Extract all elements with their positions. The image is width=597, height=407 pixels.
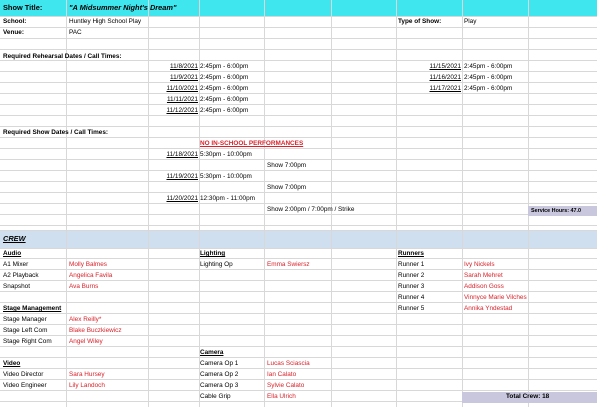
crew-role: Runner 1 — [398, 261, 425, 268]
grid-row-line — [0, 248, 597, 249]
rehearsal-date[interactable]: 11/12/2021 — [166, 107, 198, 114]
camera-heading: Camera — [200, 349, 224, 356]
venue-label: Venue: — [3, 29, 24, 36]
grid-row-line — [0, 357, 597, 358]
crew-member[interactable]: Lucas Sciascia — [267, 360, 310, 367]
rehearsal-date[interactable]: 11/17/2021 — [429, 85, 461, 92]
crew-role: A1 Mixer — [3, 261, 29, 268]
crew-member[interactable]: Sylvie Calato — [267, 382, 305, 389]
rehearsal-date[interactable]: 11/10/2021 — [166, 85, 198, 92]
crew-role: Lighting Op — [200, 261, 233, 268]
show-date[interactable]: 11/20/2021 — [166, 195, 198, 202]
crew-role: Stage Right Com — [3, 338, 52, 345]
show-date[interactable]: 11/19/2021 — [166, 173, 198, 180]
rehearsal-date[interactable]: 11/9/2021 — [170, 74, 198, 81]
crew-member[interactable]: Angel Wiley — [69, 338, 103, 345]
audio-heading: Audio — [3, 250, 22, 257]
grid-row-line — [0, 126, 597, 127]
school-value[interactable]: Huntley High School Play — [69, 18, 142, 25]
grid-row-line — [0, 203, 597, 204]
crew-role: Video Director — [3, 371, 44, 378]
rehearsal-time[interactable]: 2:45pm - 6:00pm — [200, 96, 249, 103]
crew-band — [0, 230, 597, 248]
crew-member[interactable]: Ava Burns — [69, 283, 99, 290]
crew-role: Runner 5 — [398, 305, 425, 312]
grid-row-line — [0, 181, 597, 182]
crew-member[interactable]: Annika Yndestad — [464, 305, 513, 312]
rehearsal-time[interactable]: 2:45pm - 6:00pm — [464, 74, 513, 81]
rehearsal-time[interactable]: 2:45pm - 6:00pm — [464, 63, 513, 70]
video-heading: Video — [3, 360, 21, 367]
grid-row-line — [0, 104, 597, 105]
crew-role: A2 Playback — [3, 272, 39, 279]
crew-role: Runner 2 — [398, 272, 425, 279]
crew-title: CREW — [3, 234, 26, 243]
crew-member[interactable]: Addison Goss — [464, 283, 504, 290]
rehearsal-date[interactable]: 11/16/2021 — [429, 74, 461, 81]
service-hours: Service Hours: 47.0 — [531, 208, 582, 214]
runners-heading: Runners — [398, 250, 424, 257]
crew-role: Runner 3 — [398, 283, 425, 290]
crew-role: Camera Op 1 — [200, 360, 239, 367]
crew-role: Stage Manager — [3, 316, 47, 323]
rehearsal-time[interactable]: 2:45pm - 6:00pm — [200, 107, 249, 114]
show-call-time[interactable]: 5:30pm - 10:00pm — [200, 173, 252, 180]
crew-member[interactable]: Angelica Favila — [69, 272, 113, 279]
rehearsal-time[interactable]: 2:45pm - 6:00pm — [200, 74, 249, 81]
crew-role: Cable Grip — [200, 393, 231, 400]
lighting-heading: Lighting — [200, 250, 226, 257]
crew-role: Snapshot — [3, 283, 31, 290]
crew-member[interactable]: Sarah Mehret — [464, 272, 503, 279]
rehearsal-time[interactable]: 2:45pm - 6:00pm — [464, 85, 513, 92]
rehearsal-date[interactable]: 11/15/2021 — [429, 63, 461, 70]
grid-row-line — [0, 159, 597, 160]
show-title-label: Show Title: — [3, 3, 43, 12]
school-label: School: — [3, 18, 27, 25]
crew-member[interactable]: Alex Reilly* — [69, 316, 102, 323]
crew-member[interactable]: Vinnyce Marie Vilches — [464, 294, 527, 301]
crew-role: Runner 4 — [398, 294, 425, 301]
grid-row-line — [0, 225, 597, 226]
rehearsal-time[interactable]: 2:45pm - 6:00pm — [200, 85, 249, 92]
venue-value[interactable]: PAC — [69, 29, 82, 36]
crew-member[interactable]: Molly Balmes — [69, 261, 107, 268]
type-value[interactable]: Play — [464, 18, 477, 25]
crew-member[interactable]: Blake Buczkiewicz — [69, 327, 122, 334]
rehearsal-date[interactable]: 11/11/2021 — [166, 96, 198, 103]
crew-role: Stage Left Com — [3, 327, 48, 334]
grid-row-line — [0, 49, 597, 50]
grid-row-line — [0, 115, 597, 116]
show-time[interactable]: Show 2:00pm / 7:00pm / Strike — [267, 206, 355, 213]
show-call-time[interactable]: 12:30pm - 11:00pm — [200, 195, 255, 202]
show-call-time[interactable]: 5:30pm - 10:00pm — [200, 151, 252, 158]
stage-management-heading: Stage Management — [3, 305, 62, 312]
crew-role: Video Engineer — [3, 382, 47, 389]
crew-role: Camera Op 2 — [200, 371, 239, 378]
grid-row-line — [0, 258, 597, 259]
show-title-value[interactable]: "A Midsummer Night's Dream" — [69, 3, 177, 12]
crew-member[interactable]: Sara Hursey — [69, 371, 105, 378]
crew-member[interactable]: Ivy Nickels — [464, 261, 495, 268]
rehearsal-date[interactable]: 11/8/2021 — [170, 63, 198, 70]
crew-member[interactable]: Ian Calato — [267, 371, 297, 378]
shows-heading: Required Show Dates / Call Times: — [3, 129, 108, 136]
crew-member[interactable]: Lily Landoch — [69, 382, 105, 389]
crew-role: Camera Op 3 — [200, 382, 239, 389]
show-time[interactable]: Show 7:00pm — [267, 162, 307, 169]
grid-row-line — [0, 230, 597, 231]
total-crew: Total Crew: 18 — [506, 393, 550, 400]
grid-row-line — [0, 38, 597, 39]
rehearsal-time[interactable]: 2:45pm - 6:00pm — [200, 63, 249, 70]
no-in-school-notice: NO IN-SCHOOL PERFORMANCES — [200, 140, 304, 147]
crew-member[interactable]: Ella Ulrich — [267, 393, 296, 400]
type-label: Type of Show: — [398, 18, 442, 25]
show-time[interactable]: Show 7:00pm — [267, 184, 307, 191]
show-date[interactable]: 11/18/2021 — [166, 151, 198, 158]
crew-member[interactable]: Emma Swiersz — [267, 261, 310, 268]
rehearsal-heading: Required Rehearsal Dates / Call Times: — [3, 53, 122, 60]
